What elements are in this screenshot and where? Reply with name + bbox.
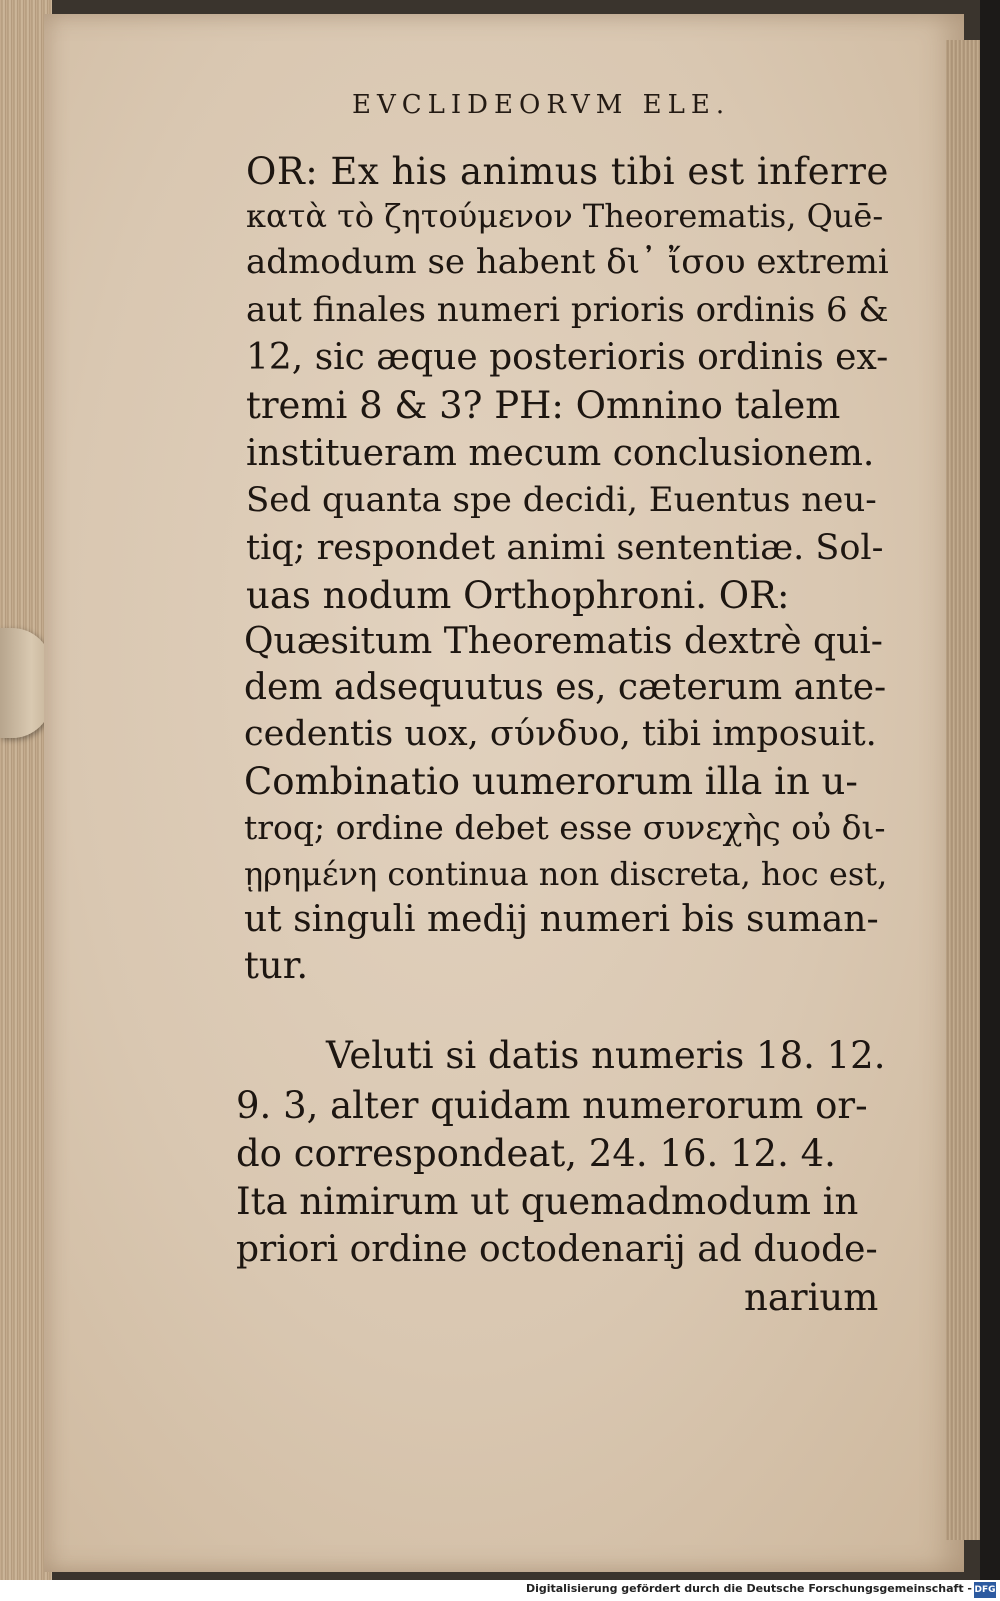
text-line: ut singuli medij numeri bis suman-: [244, 899, 879, 940]
text-line: OR: Ex his animus tibi est inferre: [246, 150, 889, 193]
text-line: Combinatio uumerorum illa in u-: [244, 760, 858, 803]
text-line: Sed quanta spe decidi, Euentus neu-: [246, 480, 877, 520]
text-line: Ita nimirum ut quemadmodum in: [236, 1180, 859, 1223]
text-line: do correspondeat, 24. 16. 12. 4.: [236, 1132, 836, 1175]
digitization-footer: [0, 1580, 1000, 1601]
text-line: tremi 8 & 3? PH: Omnino talem: [246, 384, 841, 427]
catchword: narium: [744, 1276, 879, 1319]
binding-shadow: [980, 0, 1000, 1580]
text-line: κατὰ τὸ ζητούμενον Theorematis, Quē-: [246, 197, 884, 235]
text-line: cedentis uox, σύνδυο, tibi imposuit.: [244, 714, 877, 754]
text-line: ῃρημένη continua non discreta, hoc est,: [244, 855, 888, 893]
text-line: dem adsequutus es, cæterum ante-: [244, 667, 887, 708]
text-line: tiq; respondet animi sententiæ. Sol-: [246, 528, 884, 568]
dfg-logo-icon: DFG: [974, 1582, 996, 1598]
text-line: troq; ordine debet esse συνεχὴς οὐ δι-: [244, 808, 886, 847]
footer-credit: Digitalisierung gefördert durch die Deutsche Forschungsgemeinschaft -: [525, 1582, 972, 1595]
text-line: institueram mecum conclusionem.: [246, 433, 875, 474]
text-line: 9. 3, alter quidam numerorum or-: [236, 1084, 868, 1127]
text-line: Veluti si datis numeris 18. 12.: [326, 1034, 886, 1077]
running-head: EVCLIDEORVM ELE.: [352, 90, 731, 120]
text-line: admodum se habent δι᾽ ἴσου extremi: [246, 242, 889, 282]
text-line: uas nodum Orthophroni. OR:: [246, 574, 790, 617]
right-page-edges: [946, 40, 980, 1540]
text-line: Quæsitum Theorematis dextrè qui-: [244, 621, 883, 662]
text-line: aut finales numeri prioris ordinis 6 &: [246, 290, 889, 330]
text-line: 12, sic æque posterioris ordinis ex-: [246, 337, 889, 378]
text-line: priori ordine octodenarij ad duode-: [236, 1229, 878, 1270]
text-line: tur.: [244, 944, 309, 987]
